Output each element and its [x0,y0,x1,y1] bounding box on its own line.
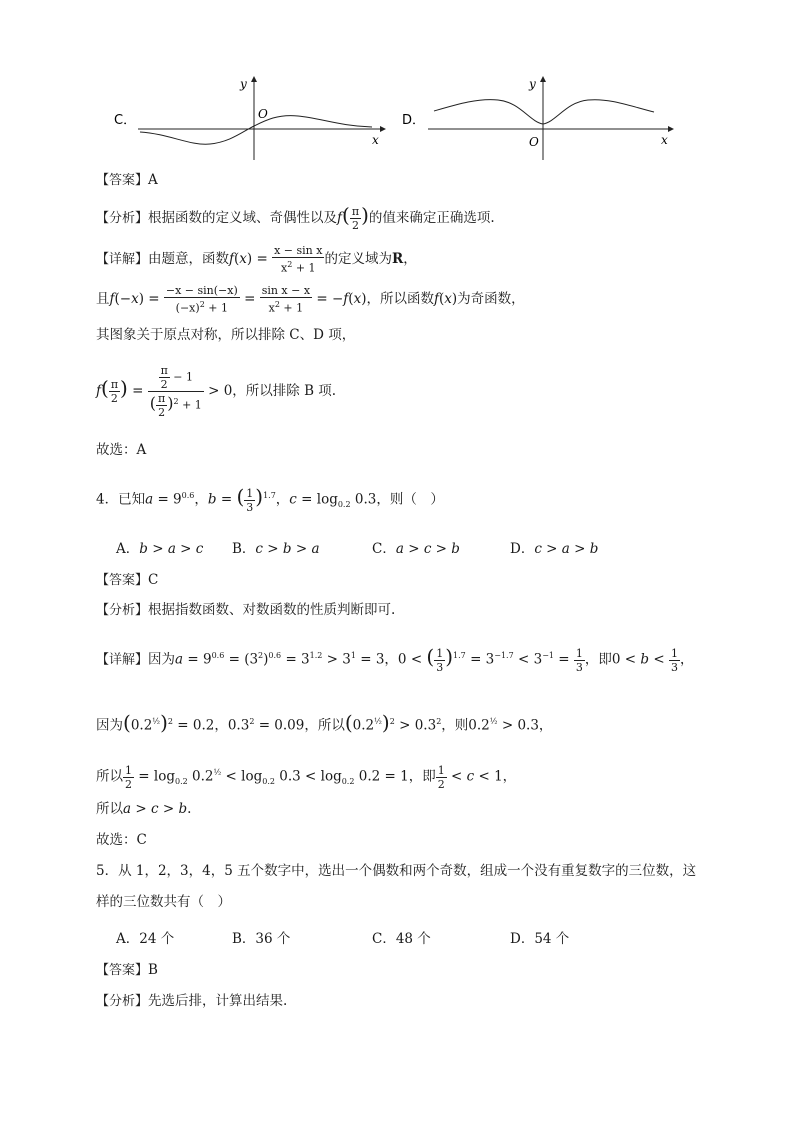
x-axis-label: x [661,133,668,147]
analysis-tag: 【分析】 [96,603,149,618]
curve-d [434,100,654,124]
detail-tag: 【详解】 [96,652,149,668]
x-axis-label: x [372,133,379,147]
q5-option-b[interactable]: B．36 个 [232,931,291,947]
q4-choose: 故选：C [96,832,147,848]
pi-over-2: $\frac{\pi}{2}$ [351,205,360,232]
x-axis-arrow-icon [668,126,674,132]
analysis-tag: 【分析】 [96,211,149,226]
f-pi-half: f [337,210,343,226]
detail-text: 的定义域为 [324,250,392,267]
detail-text: ，即 [408,768,436,785]
formula-fraction: $\frac{\text{x − sin x}}{x^2 + 1}$ [274,244,323,275]
detail-text: 且 [96,290,110,307]
formula-fraction: $\frac{\text{sin x − x}}{x^2 + 1}$ [261,284,311,315]
answer-value: C [148,572,159,588]
origin-label: O [529,135,539,149]
q3-analysis: 【分析】根据函数的定义域、奇偶性以及f( $\frac{\pi}{2}$ )的值来确定正确选项. [96,203,495,232]
q4-detail-1: 【详解】因为$a = 9^{0.6} = (3^2)^{0.6} = 3^{1.2} > 3^1 = 3$，0 < ( $\frac{1}{3}$ )$^{1.7} = 3^{-1.7} < 3^{-1}$ = $\frac{1}{3}$ ，即0 < b < $\frac{1}{3}$ ， [96,644,694,674]
analysis-text: 根据指数函数、对数函数的性质判断即可. [148,602,396,618]
answer-tag: 【答案】 [96,963,149,978]
big-fraction: $\frac{\pi}{2}$ − 1 ( $\frac{\pi}{2}$ )$^2$ + 1 [149,364,202,419]
q5-answer [96,960,158,981]
detail-text: 因为 [148,651,176,668]
origin-label: O [258,107,268,121]
x-axis-arrow-icon [380,126,386,132]
detail-text: ，则 [441,717,469,734]
stem-text: ，则（ ） [376,491,444,508]
q4-detail-2: 因为$(0.2^{\frac{1}{2}})^2 = 0.2$，$0.3^2 = 0.09$，所以$(0.2^{\frac{1}{2}})^2 > 0.3^2$，则$0.2^{\frac{1}{2}} > 0.3$， [96,710,553,735]
detail-text: 为奇函数， [457,290,525,307]
y-axis-label: y [240,77,247,91]
graph-d [398,74,688,164]
analysis-tag: 【分析】 [96,994,149,1009]
q3-detail-3: 其图象关于原点对称，所以排除 C、D 项， [96,327,356,343]
option-d-label: D． [402,113,426,128]
detail-text: ，所以函数 [366,290,434,307]
analysis-text: 根据函数的定义域、奇偶性以及 [148,210,338,226]
detail-text: ，所以 [304,717,345,734]
q3-answer [96,170,158,191]
option-c-label: C． [114,113,137,128]
q4-stem: 4．已知$a = 9^{0.6}$，b = ( $\frac{1}{3}$ )$^{1.7}$，$c = \log_{0.2} 0.3$，则（ ） [96,484,444,514]
q4-answer [96,570,158,591]
detail-text: 所以 [96,801,123,817]
q3-detail-4: f( $\frac{\pi}{2}$ ) = $\frac{\pi}{2}$ − 1 ( $\frac{\pi}{2}$ )$^2$ + 1 > 0，所以排除 B 项. [96,364,337,419]
q4-detail-3: 所以 $\frac{1}{2}$ = $\log_{0.2} 0.2^{\frac{1}{2}} < \log_{0.2} 0.3 < \log_{0.2} 0.2 = 1$，即 $\frac{1}{2}$ < c < 1， [96,763,517,791]
q4-option-c[interactable]: C．a > c > b [372,541,460,557]
q5-stem-1: 5．从 1，2，3，4，5 五个数字中，选出一个偶数和两个奇数，组成一个没有重复数字的三位数，这 [96,863,697,879]
q4-analysis [96,600,395,621]
q3-detail-1: 【详解】由题意，函数f(x) = $\frac{\text{x − sin x}}{x^2 + 1}$ 的定义域为R， [96,244,417,275]
stem-text: 4．已知 [96,491,146,508]
q5-option-c[interactable]: C．48 个 [372,931,431,947]
detail-tag: 【详解】 [96,251,149,267]
detail-text: 所以 [96,768,123,785]
detail-text: 因为 [96,717,123,734]
curve-c [140,116,372,145]
y-axis-label: y [529,77,536,91]
answer-value: A [148,172,158,188]
formula-fraction: $\frac{-x - \sin(-x)}{(-x)^2 + 1}$ [165,284,238,315]
q5-option-d[interactable]: D．54 个 [510,931,570,947]
graph-c [110,74,390,164]
answer-value: B [148,962,158,978]
q4-option-a[interactable]: A．b > a > c [116,541,204,557]
detail-text: ，所以排除 B 项. [232,383,337,399]
analysis-text-end: 的值来确定正确选项. [368,210,495,226]
analysis-text: 先选后排，计算出结果. [148,993,288,1009]
detail-text: ，即 [584,651,612,668]
detail-text: 由题意，函数 [148,250,230,267]
answer-tag: 【答案】 [96,173,149,188]
formula-f: f [229,250,235,267]
q5-stem-2: 样的三位数共有（ ） [96,894,231,910]
q3-choose: 故选：A [96,442,147,458]
q5-option-a[interactable]: A．24 个 [116,931,175,947]
q4-option-b[interactable]: B．c > b > a [232,541,320,557]
q4-option-d[interactable]: D．c > a > b [510,541,599,557]
y-axis-arrow-icon [251,76,257,82]
y-axis-arrow-icon [540,76,546,82]
q4-detail-4: 所以a > c > b. [96,801,192,817]
set-r: R [391,250,404,267]
q3-detail-2: 且f(−x) = $\frac{-x - \sin(-x)}{(-x)^2 + 1}$ = $\frac{\text{sin x − x}}{x^2 + 1}$ = −f(x)，所以函数f(x)为奇函数， [96,284,525,315]
q5-analysis [96,991,287,1012]
answer-tag: 【答案】 [96,573,149,588]
